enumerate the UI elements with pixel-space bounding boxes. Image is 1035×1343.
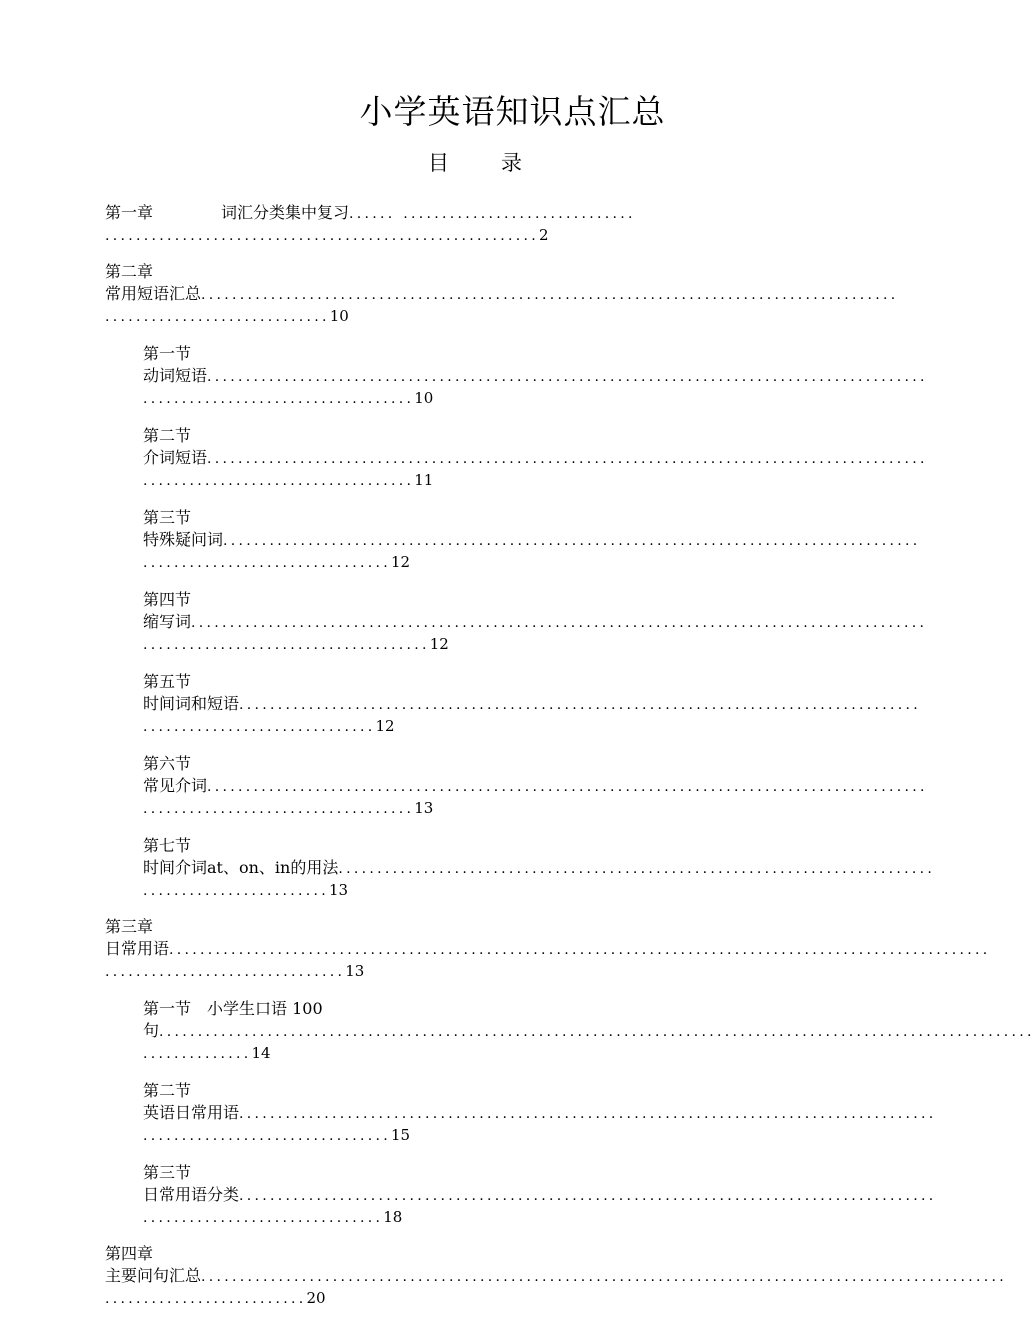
toc-entry-page: 18	[383, 1208, 403, 1226]
toc-entry-text: 主要问句汇总	[105, 1266, 202, 1285]
toc-leader-dots: ........................................................	[105, 228, 540, 244]
toc-entry-page: 14	[251, 1044, 271, 1062]
toc-entry-text: 特殊疑问词	[143, 530, 224, 549]
toc-leader-dots: ..........................................................................................................	[169, 942, 991, 958]
toc-entry-page: 2	[539, 226, 549, 244]
toc-leader-dots: .............................................................................................	[207, 779, 928, 795]
toc-entry-label: 第三节	[143, 1163, 192, 1182]
toc-leader-dots: .............................................................................................	[207, 369, 928, 385]
toc-entry-label: 第二节	[143, 426, 192, 445]
toc-entry-page: 13	[345, 962, 365, 980]
toc-entry-text: 日常用语	[105, 939, 170, 958]
toc-leader-dots: .............................................................................................	[207, 451, 928, 467]
toc-entry-label: 第一章	[105, 203, 154, 222]
toc-entry-page: 12	[375, 717, 395, 735]
toc-entry-page: 20	[306, 1289, 326, 1307]
toc-entry-label: 第三节	[143, 508, 192, 527]
toc-entry-label: 第一节 小学生口语 100	[143, 999, 323, 1018]
toc-leader-dots: ..........................	[105, 1291, 307, 1307]
toc-leader-dots: ...............................	[105, 964, 346, 980]
toc-leader-dots: ...... ..............................	[349, 206, 636, 222]
toc-leader-dots: ..........................................................................................	[223, 533, 921, 549]
toc-entry-text: 缩写词	[143, 612, 192, 631]
toc-leader-dots: ..........................................................................................	[239, 1188, 937, 1204]
toc-entry-text: 词汇分类集中复习	[221, 203, 350, 222]
toc-entry-page: 13	[414, 799, 434, 817]
toc-leader-dots: .............................................................................	[338, 861, 936, 877]
toc-leader-dots: ........................	[143, 883, 330, 899]
toc-leader-dots: ........................................................................................	[239, 697, 922, 713]
toc-entry-page: 10	[329, 307, 349, 325]
toc-entry-label: 第三章	[105, 917, 154, 936]
toc-entry-text: 动词短语	[143, 366, 208, 385]
toc-entry-label: 第二章	[105, 262, 154, 281]
toc-entry-page: 12	[391, 553, 411, 571]
toc-leader-dots: .............................	[105, 309, 330, 325]
toc-leader-dots: ...................................	[143, 801, 415, 817]
toc-entry-text: 常见介词	[143, 776, 208, 795]
toc-entry-page: 13	[329, 881, 349, 899]
toc-entry-label: 第七节	[143, 836, 192, 855]
toc-leader-dots: ........................................................................................................	[201, 1269, 1008, 1285]
toc-heading	[0, 148, 950, 178]
toc-entry-page: 11	[414, 471, 434, 489]
toc-entry-text: 句	[143, 1021, 160, 1040]
toc-leader-dots: ..............................	[143, 719, 376, 735]
toc-leader-dots: ................................	[143, 555, 392, 571]
document-title: 小学英语知识点汇总	[359, 92, 666, 131]
toc-entry-label: 第六节	[143, 754, 192, 773]
toc-leader-dots: ...............................................................................................	[191, 615, 928, 631]
toc-entry-label: 第四节	[143, 590, 192, 609]
toc-leader-dots: ...................................	[143, 391, 415, 407]
toc-entry-page: 12	[429, 635, 449, 653]
toc-entry-label: 第五节	[143, 672, 192, 691]
toc-entry-page: 15	[391, 1126, 411, 1144]
toc-entry-text: 英语日常用语	[143, 1103, 240, 1122]
toc-entry-text: 日常用语分类	[143, 1185, 240, 1204]
toc-leader-dots: ...................................	[143, 473, 415, 489]
toc-leader-dots: .....................................	[143, 637, 430, 653]
toc-entry-label: 第二节	[143, 1081, 192, 1100]
toc-heading-right: 录	[501, 151, 522, 175]
toc-entry-page: 10	[414, 389, 434, 407]
toc-leader-dots: ...............................	[143, 1210, 384, 1226]
toc-entry-text: 时间词和短语	[143, 694, 240, 713]
toc-entry-label: 第一节	[143, 344, 192, 363]
toc-entry-label: 第四章	[105, 1244, 154, 1263]
toc-leader-dots: ..........................................................................................	[239, 1106, 937, 1122]
toc-leader-dots: .................................................................................................................	[159, 1024, 1035, 1040]
toc-entry-text: 介词短语	[143, 448, 208, 467]
toc-leader-dots: ..........................................................................................	[201, 287, 899, 303]
toc-entry-text: 常用短语汇总	[105, 284, 202, 303]
toc-leader-dots: ..............	[143, 1046, 252, 1062]
toc-leader-dots: ................................	[143, 1128, 392, 1144]
toc-entry-text: 时间介词at、on、in的用法	[143, 858, 339, 877]
toc-heading-left: 目	[428, 151, 449, 175]
